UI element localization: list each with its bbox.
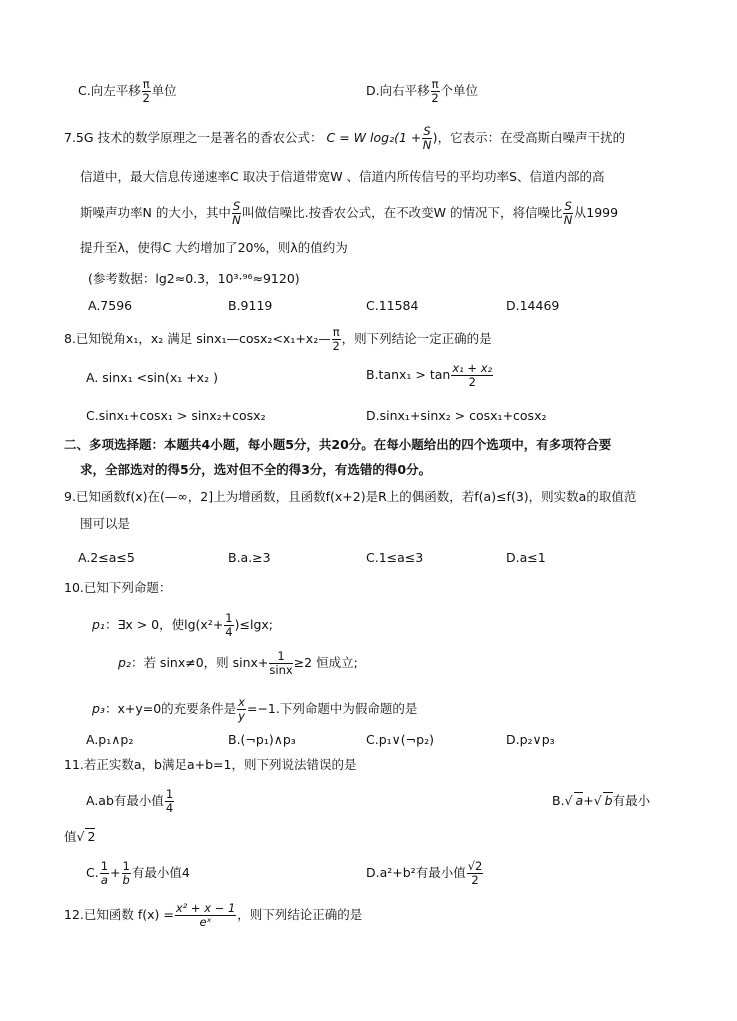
q7-line3 — [80, 200, 618, 227]
q6-option-c — [78, 78, 177, 105]
q6-c-fraction — [142, 78, 151, 105]
q11-a-num: 1 — [165, 787, 174, 801]
q8-stem-num: π — [332, 325, 340, 339]
q11-c-num1: 1 — [100, 859, 109, 873]
q8-b-num: x₁ + x₂ — [452, 361, 493, 375]
section2-line1: 二、多项选择题：本题共4小题，每小题5分，共20分。在每小题给出的四个选项中，有多项符合要 — [64, 437, 612, 452]
q7-line3-c: 从1999 — [573, 205, 619, 220]
q6-d-fraction — [431, 78, 440, 105]
q9-option-a: A.2≤a≤5 — [78, 550, 135, 565]
q7-option-b: B.9119 — [228, 298, 273, 313]
q11-c-fraction-1 — [100, 860, 109, 887]
q7-line3-a: 斯噪声功率N 的大小，其中 — [80, 205, 231, 220]
q8-option-a: A. sinx₁ <sin(x₁ +x₂ ) — [86, 370, 218, 385]
q7-snr-den: N — [232, 213, 241, 227]
q8-option-b — [366, 362, 494, 389]
q11-b-plus: + — [583, 793, 594, 808]
q7-formula-start: C = W log₂(1 + — [326, 130, 422, 145]
q7-snr-num: S — [232, 199, 241, 213]
q9-line1: 9.已知函数f(x)在(—∞，2]上为增函数，且函数f(x+2)是R上的偶函数，若f(a)≤f(3)，则实数a的取值范 — [64, 489, 637, 504]
q7-snr-den-2: N — [563, 213, 573, 227]
q10-p3 — [92, 696, 417, 723]
q6-c-suffix: 单位 — [151, 83, 177, 98]
q7-intro: 7.5G 技术的数学原理之一是著名的香农公式： — [64, 130, 323, 145]
q8-stem-a: 8.已知锐角x₁，x₂ 满足 sinx₁—cosx₂<x₁+x₂— — [64, 331, 331, 346]
q11-c-text: 有最小值4 — [131, 865, 190, 880]
q7-formula-fraction — [422, 125, 431, 152]
q10-p3-fraction — [237, 696, 246, 723]
q12-den: eˣ — [199, 915, 212, 929]
q10-p2-den: sinx — [269, 663, 293, 677]
q11-d-den: 2 — [471, 873, 479, 887]
q6-c-num: π — [142, 77, 150, 91]
q11-c-label: C. — [86, 865, 99, 880]
q12-stem — [64, 902, 362, 929]
q8-option-d: D.sinx₁+sinx₂ > cosx₁+cosx₂ — [366, 408, 547, 423]
q8-option-c: C.sinx₁+cosx₁ > sinx₂+cosx₂ — [86, 408, 266, 423]
q11-option-c — [86, 860, 190, 887]
q10-option-d: D.p₂∨p₃ — [506, 732, 555, 747]
section2-line2: 求，全部选对的得5分，选对但不全的得3分，有选错的得0分。 — [80, 462, 432, 477]
q7-line1-tail: ，它表示：在受高斯白噪声干扰的 — [437, 130, 626, 145]
q7-formula-den: N — [422, 138, 432, 152]
q6-d-den: 2 — [431, 91, 439, 105]
q10-p3-b: =−1.下列命题中为假命题的是 — [246, 701, 418, 716]
q10-p2-a: ：若 sinx≠0，则 sinx+ — [130, 655, 269, 670]
q10-p3-den: y — [238, 709, 245, 723]
q7-option-a: A.7596 — [88, 298, 133, 313]
q10-p2-label: p₂ — [118, 655, 131, 670]
q11-c-plus: + — [110, 865, 121, 880]
q10-p1-num: 1 — [225, 611, 233, 625]
q11-b-root-a: a — [575, 793, 584, 808]
q10-p3-num: x — [238, 695, 245, 709]
q11-c-fraction-2 — [122, 860, 131, 887]
q11-option-b: B.√ a+√ b有最小 — [552, 793, 651, 808]
q10-stem: 10.已知下列命题： — [64, 580, 172, 595]
q8-stem-den: 2 — [332, 339, 340, 353]
q11-b-root-b: b — [604, 793, 613, 808]
q7-line1 — [64, 125, 625, 152]
q7-line2: 信道中，最大信息传递速率C 取决于信道带宽W 、信道内所传信号的平均功率S、信道内部的高 — [80, 169, 605, 184]
q6-d-prefix: D.向右平移 — [366, 83, 430, 98]
q10-p1-b: )≤lgx; — [234, 617, 273, 632]
q9-option-d: D.a≤1 — [506, 550, 546, 565]
q10-p1-fraction — [224, 612, 233, 639]
q10-p3-a: ：x+y=0的充要条件是 — [104, 701, 237, 716]
q6-d-suffix: 个单位 — [440, 83, 479, 98]
q7-line3-b: 叫做信噪比.按香农公式，在不改变W 的情况下，将信噪比 — [242, 205, 563, 220]
q8-stem-fraction — [332, 326, 341, 353]
q11-d-num: √2 — [467, 859, 483, 873]
q6-c-prefix: C.向左平移 — [78, 83, 141, 98]
q7-snr-fraction — [232, 200, 241, 227]
q10-p1 — [92, 612, 273, 639]
q10-p2 — [118, 650, 358, 677]
q6-option-d — [366, 78, 478, 105]
q7-reference: (参考数据：lg2≈0.3，10³·⁹⁶≈9120) — [88, 271, 300, 286]
q10-p2-b: ≥2 恒成立; — [293, 655, 358, 670]
q8-stem — [64, 326, 492, 353]
q8-stem-b: ，则下列结论一定正确的是 — [341, 331, 492, 346]
q7-snr-fraction-2 — [563, 200, 572, 227]
q11-c-num2: 1 — [122, 859, 130, 873]
q10-option-b: B.(¬p₁)∧p₃ — [228, 732, 296, 747]
q10-p3-label: p₃ — [92, 701, 105, 716]
q12-stem-a: 12.已知函数 f(x) = — [64, 907, 174, 922]
q7-snr-num-2: S — [564, 199, 572, 213]
q8-b-fraction — [451, 362, 493, 389]
q9-line2: 围可以是 — [80, 516, 131, 531]
q7-formula-num: S — [423, 124, 431, 138]
q11-option-a — [86, 788, 175, 815]
q12-fraction — [175, 902, 236, 929]
q11-stem: 11.若正实数a，b满足a+b=1，则下列说法错误的是 — [64, 757, 357, 772]
q11-c-den2: b — [122, 873, 130, 887]
q11-a-fraction — [165, 788, 174, 815]
q10-p1-a: ：∃x > 0，使lg(x²+ — [104, 617, 224, 632]
q8-b-den: 2 — [468, 375, 476, 389]
q11-b-text: 有最小 — [612, 793, 651, 808]
q9-option-b: B.a.≥3 — [228, 550, 271, 565]
q11-b-label: B. — [552, 793, 565, 808]
q10-p2-fraction — [269, 650, 292, 677]
q11-b-root-2: 2 — [87, 829, 96, 844]
q7-formula-end: ) — [432, 130, 438, 145]
q7-option-c: C.11584 — [366, 298, 419, 313]
q10-option-c: C.p₁∨(¬p₂) — [366, 732, 434, 747]
q6-c-den: 2 — [142, 91, 150, 105]
q11-option-b-continued: 值√ 2 — [64, 829, 96, 844]
q7-option-d: D.14469 — [506, 298, 560, 313]
q6-d-num: π — [431, 77, 439, 91]
q10-p1-label: p₁ — [92, 617, 105, 632]
q11-option-d — [366, 860, 484, 887]
q12-num: x² + x − 1 — [175, 901, 236, 915]
q11-c-den1: a — [100, 873, 108, 887]
q9-option-c: C.1≤a≤3 — [366, 550, 424, 565]
q11-d-text: D.a²+b²有最小值 — [366, 865, 466, 880]
q7-line4: 提升至λ，使得C 大约增加了20%，则λ的值约为 — [80, 240, 348, 255]
q11-a-den: 4 — [165, 801, 174, 815]
q11-d-fraction — [467, 860, 484, 887]
q10-p2-num: 1 — [269, 650, 292, 664]
q10-option-a: A.p₁∧p₂ — [86, 732, 134, 747]
q11-a-text: A.ab有最小值 — [86, 793, 164, 808]
q10-p1-den: 4 — [225, 625, 233, 639]
q8-b-a: B.tanx₁ > tan — [366, 367, 451, 382]
q11-b-cont: 值 — [64, 829, 77, 844]
q12-stem-b: ，则下列结论正确的是 — [237, 907, 363, 922]
